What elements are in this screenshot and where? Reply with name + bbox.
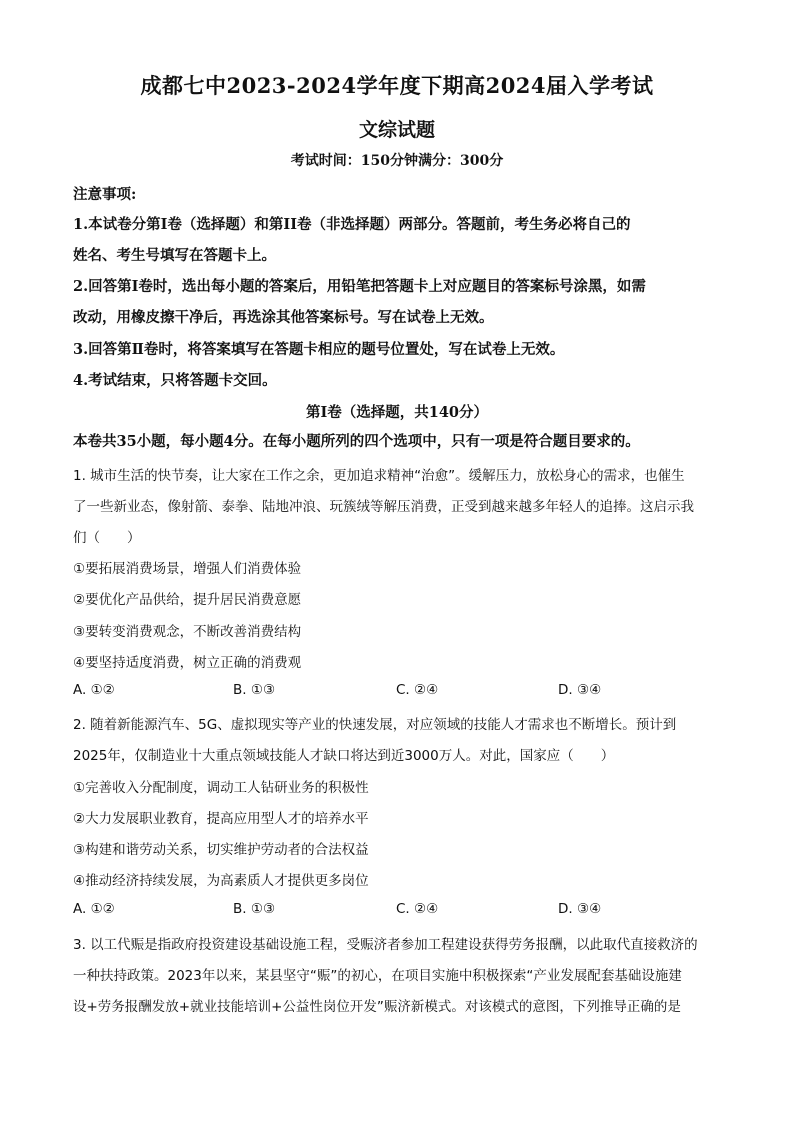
question-1-item: ③要转变消费观念，不断改善消费结构	[73, 624, 302, 640]
question-1-stem-line: 们（ ）	[73, 530, 141, 546]
exam-info: 考试时间：150分钟满分：300分	[290, 153, 504, 169]
notes-heading: 注意事项:	[73, 186, 137, 203]
notes-line: 4.考试结束，只将答题卡交回。	[73, 372, 277, 389]
question-2-stem-line: 2. 随着新能源汽车、5G、虚拟现实等产业的快速发展，对应领域的技能人才需求也不断增长。预计到	[73, 717, 677, 733]
exam-title: 成都七中2023-2024学年度下期高2024届入学考试	[140, 73, 654, 98]
notes-line: 改动，用橡皮擦干净后，再选涂其他答案标号。写在试卷上无效。	[73, 309, 494, 326]
question-1-option-d: D. ③④	[558, 682, 602, 698]
question-1-option-c: C. ②④	[396, 682, 439, 698]
notes-line: 2.回答第Ⅰ卷时，选出每小题的答案后，用铅笔把答题卡上对应题目的答案标号涂黑，如需	[73, 278, 646, 295]
question-2-option-c: C. ②④	[396, 901, 439, 917]
question-1-stem-line: 了一些新业态，像射箭、泰拳、陆地冲浪、玩簇绒等解压消费，正受到越来越多年轻人的追捧。这启示我	[73, 499, 694, 515]
notes-line: 3.回答第Ⅱ卷时，将答案填写在答题卡相应的题号位置处，写在试卷上无效。	[73, 341, 565, 358]
notes-line: 1.本试卷分第Ⅰ卷（选择题）和第II卷（非选择题）两部分。答题前，考生务必将自己的	[73, 216, 631, 233]
question-1-option-a: A. ①②	[73, 682, 115, 698]
question-3-stem-line: 设+劳务报酬发放+就业技能培训+公益性岗位开发”赈济新模式。对该模式的意图，下列推导正确的是	[73, 999, 681, 1015]
question-2-item: ②大力发展职业教育，提高应用型人才的培养水平	[73, 811, 369, 827]
question-2-option-d: D. ③④	[558, 901, 602, 917]
question-1-item: ④要坚持适度消费，树立正确的消费观	[73, 655, 302, 671]
question-1-item: ①要拓展消费场景，增强人们消费体验	[73, 561, 302, 577]
section-instruction: 本卷共35小题，每小题4分。在每小题所列的四个选项中，只有一项是符合题目要求的。	[73, 433, 640, 450]
question-2-stem-line: 2025年，仅制造业十大重点领域技能人才缺口将达到近3000万人。对此，国家应（ ）	[73, 748, 615, 764]
question-2-item: ①完善收入分配制度，调动工人钻研业务的积极性	[73, 780, 369, 796]
question-2-item: ③构建和谐劳动关系，切实维护劳动者的合法权益	[73, 842, 369, 858]
question-2-option-a: A. ①②	[73, 901, 115, 917]
question-1-option-b: B. ①③	[233, 682, 276, 698]
question-3-stem-line: 3. 以工代赈是指政府投资建设基础设施工程，受赈济者参加工程建设获得劳务报酬，以此取代直接救济的	[73, 937, 698, 953]
question-3-stem-line: 一种扶持政策。2023年以来，某县坚守“赈”的初心，在项目实施中积极探索“产业发展配套基础设施建	[73, 968, 682, 984]
question-1-item: ②要优化产品供给，提升居民消费意愿	[73, 592, 302, 608]
question-2-item: ④推动经济持续发展，为高素质人才提供更多岗位	[73, 873, 369, 889]
question-2-option-b: B. ①③	[233, 901, 276, 917]
section-title: 第Ⅰ卷（选择题，共140分）	[305, 404, 489, 421]
question-1-stem-line: 1. 城市生活的快节奏，让大家在工作之余，更加追求精神“治愈”。缓解压力，放松身心的需求，也催生	[73, 468, 685, 484]
notes-line: 姓名、考生号填写在答题卡上。	[73, 247, 276, 264]
exam-subtitle: 文综试题	[358, 119, 435, 141]
